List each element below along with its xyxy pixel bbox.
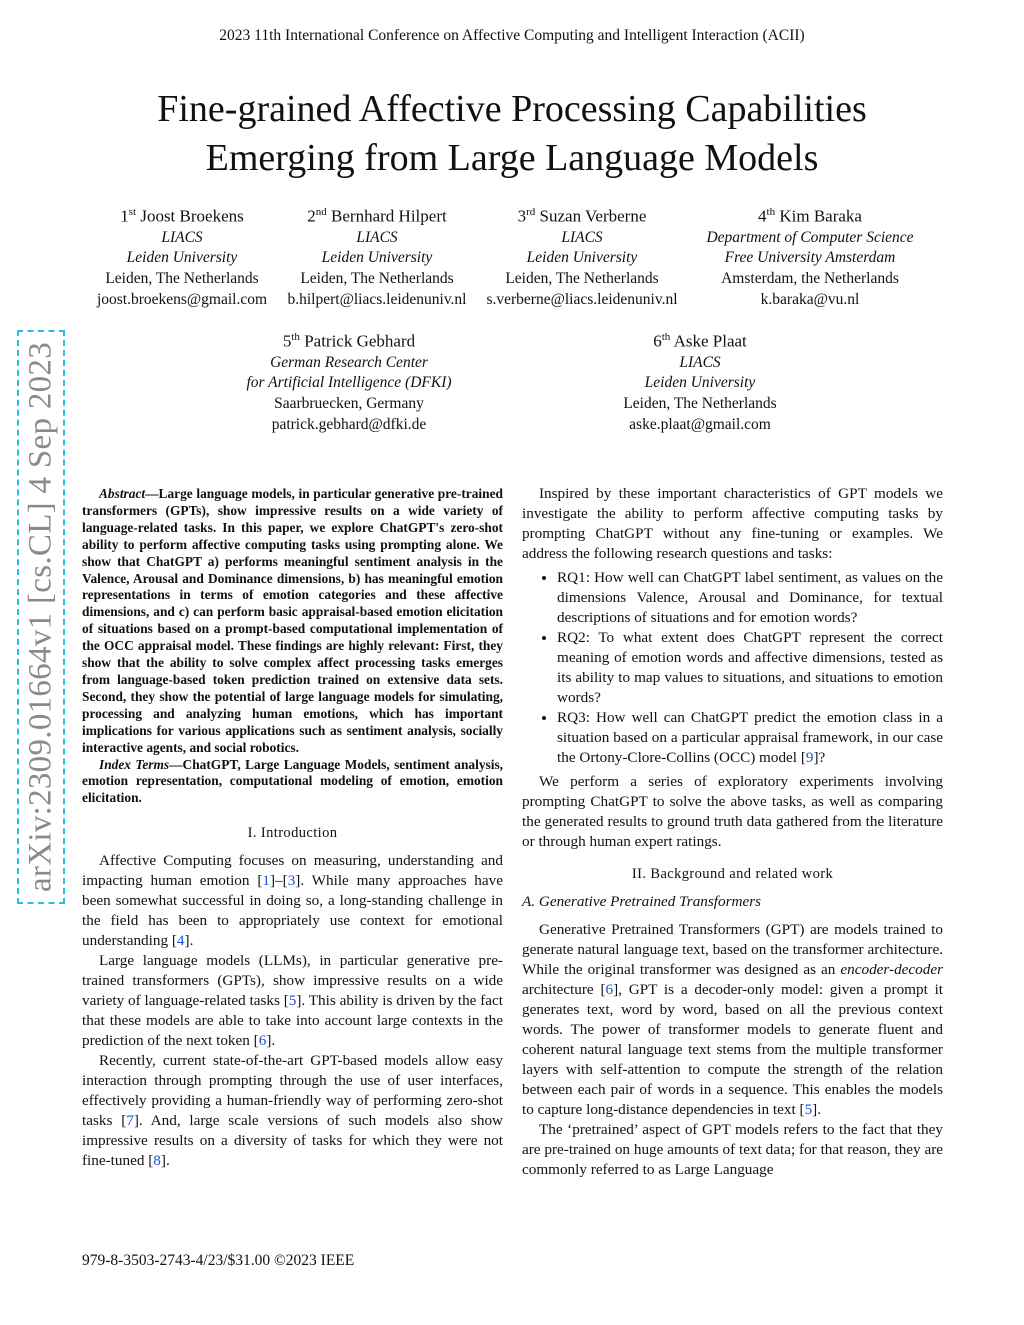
list-item: • RQ3: How well can ChatGPT predict the emotion class in a situation based on a particular appraisal framework, in our case the Ortony-Clore-Collins (OCC) model [ 9 ] ? bbox=[557, 708, 943, 768]
abstract: Abstract—Large language models, in particular generative pre-trained transformers (GPTs), show impressive results on a wide variety of language-related tasks. In this paper, we explore ChatGPT's zero-shot ability to perform affective computing tasks using prompting alone. We show that ChatGPT a) performs meaningful sentiment analysis in the Valence, Arousal and Dominance dimensions, b) has meaningful emotion representations in terms of emotion categories and these affective dimensions, and c) can perform basic appraisal-based emotion elicitation of situations based on a prompt-based computational implementation of the OCC appraisal model. These findings are highly relevant: First, they show that the ability to solve complex affect processing tasks emerges from language-based token prediction trained on extensive data sets. Second, they show the potential of large language models for simulating, processing and analyzing human emotions, which has important implications for various applications such as sentiment analysis, socially interactive agents, and social robotics. bbox=[82, 486, 503, 755]
author-email[interactable]: patrick.gebhard@dfki.de bbox=[271, 415, 427, 433]
research-questions-list bbox=[522, 568, 943, 768]
list-item: • RQ1: How well can ChatGPT label sentiment, as values on the dimensions Valence, Arousal and Dominance, for textual descriptions of situations and for emotion words? bbox=[557, 568, 943, 628]
paper-title bbox=[0, 85, 1024, 183]
citation-link[interactable]: [ 8 ] bbox=[148, 1152, 166, 1169]
intro-paragraph-1: Affective Computing focuses on measuring, understanding and impacting human emotion [ 1 ] –[ 3 ] . While many approaches have been somewhat successful in doing so, a long-standing challenge in the field has been to appropriately use context for emotional understanding [ 4 ] . bbox=[82, 851, 503, 951]
index-terms: Index Terms—ChatGPT, Large Language Models, sentiment analysis, emotion representation, computational modeling of emotion, emotion elicitation. bbox=[82, 756, 504, 806]
right-paragraph-2: We perform a series of exploratory experiments involving prompting ChatGPT to solve the above tasks, as well as comparing the generated results to ground truth data gathered from the literature or through human expert ratings. bbox=[522, 773, 943, 850]
section-heading-background: II. Background and related work bbox=[631, 866, 834, 882]
section-heading-introduction: I. Introduction bbox=[247, 825, 338, 842]
intro-paragraph-2: Large language models (LLMs), in particular generative pre-trained transformers (GPTs), show impressive results on a wide variety of language-related tasks [ 5 ] . This ability is driven by the fact that these models are able to take into account large contexts in the prediction of the next token [ 6 ] . bbox=[82, 951, 503, 1051]
author-email[interactable]: aske.plaat@gmail.com bbox=[629, 415, 771, 433]
author-email[interactable]: k.baraka@vu.nl bbox=[760, 290, 860, 308]
author-4: 4th Kim Baraka Department of Computer Science Free University Amsterdam Amsterdam, the Netherlands k.baraka@vu.nl bbox=[690, 201, 930, 310]
author-name: Bernhard Hilpert bbox=[331, 206, 447, 226]
author-1: 1st Joost Broekens LIACS Leiden University Leiden, The Netherlands joost.broekens@gmail.com bbox=[82, 201, 282, 310]
right-paragraph-4: The ‘pretrained’ aspect of GPT models refers to the fact that they are pre-trained on huge amounts of text data; for that reason, they are commonly referred to as Large Language bbox=[522, 1121, 943, 1178]
author-name: Kim Baraka bbox=[779, 206, 862, 226]
title-line-1: Fine-grained Affective Processing Capabilities bbox=[157, 88, 867, 130]
author-email[interactable]: joost.broekens@gmail.com bbox=[96, 290, 268, 308]
subsection-heading: A. Generative Pretrained Transformers bbox=[522, 893, 762, 910]
right-paragraph-3: Generative Pretrained Transformers (GPT) are models trained to generate natural language text, based on the transformer architecture. While the original transformer was designed as an encoder-decoder architecture [ 6 ] , GPT is a decoder-only model: given a prompt it generates text, word by word, based on all the previous context words. The power of transformer models to generate fluent and coherent natural language text stems from the multiple transformer layers with self-attention to compute the strength of the relation between each pair of words in a sequence. This enables the models to capture long-distance dependencies in text [ 5 ] . bbox=[522, 920, 943, 1120]
author-2: 2nd Bernhard Hilpert LIACS Leiden University Leiden, The Netherlands b.hilpert@liacs.leidenuniv.nl bbox=[277, 201, 477, 310]
citation-link[interactable]: [ 5 ] bbox=[800, 1101, 818, 1118]
conference-header: 2023 11th International Conference on Affective Computing and Intelligent Interaction (ACII) bbox=[219, 27, 805, 44]
author-name: Aske Plaat bbox=[673, 331, 747, 351]
author-email[interactable]: s.verberne@liacs.leidenuniv.nl bbox=[486, 290, 678, 308]
left-column bbox=[82, 486, 503, 1171]
copyright-footer: 979-8-3503-2743-4/23/$31.00 ©2023 IEEE bbox=[82, 1252, 355, 1269]
citation-link[interactable]: [ 4 ] bbox=[172, 932, 190, 949]
author-6: 6th Aske Plaat LIACS Leiden University Leiden, The Netherlands aske.plaat@gmail.com bbox=[600, 326, 800, 435]
author-name: Suzan Verberne bbox=[539, 206, 647, 226]
author-3: 3rd Suzan Verberne LIACS Leiden University Leiden, The Netherlands s.verberne@liacs.leidenuniv.nl bbox=[482, 201, 682, 310]
author-name: Patrick Gebhard bbox=[304, 331, 416, 351]
citation-link[interactable]: [ 6 ] bbox=[600, 981, 618, 998]
citation-link[interactable]: [ 9 ] bbox=[801, 749, 819, 766]
title-line-2: Emerging from Large Language Models bbox=[205, 137, 819, 179]
author-email[interactable]: b.hilpert@liacs.leidenuniv.nl bbox=[287, 290, 467, 308]
author-5: 5th Patrick Gebhard German Research Center for Artificial Intelligence (DFKI) Saarbruecken, Germany patrick.gebhard@dfki.de bbox=[229, 326, 469, 435]
author-name: Joost Broekens bbox=[140, 206, 244, 226]
list-item: • RQ2: To what extent does ChatGPT represent the correct meaning of emotion words and affective dimensions, tested as its ability to map values to situations, and situations to emotion words? bbox=[557, 628, 943, 708]
arxiv-stamp-text: arXiv:2309.01664v1 [cs.CL] 4 Sep 2023 bbox=[22, 341, 59, 893]
intro-paragraph-3: Recently, current state-of-the-art GPT-based models allow easy interaction through prompting through the use of user interfaces, effectively providing a human-friendly way of performing zero-shot tasks [ 7 ] . And, large scale versions of such models also show impressive results on a diversity of tasks for which they were not fine-tuned [ 8 ] . bbox=[82, 1051, 503, 1171]
right-column bbox=[522, 484, 943, 1180]
citation-link[interactable]: [ 7 ] bbox=[121, 1112, 139, 1129]
citation-link[interactable]: [ 6 ] bbox=[254, 1032, 272, 1049]
citation-link[interactable]: [ 5 ] bbox=[284, 992, 302, 1009]
arxiv-stamp[interactable] bbox=[17, 330, 65, 904]
right-paragraph-1: Inspired by these important characteristics of GPT models we investigate the ability to perform affective computing tasks by prompting ChatGPT without any fine-tuning or examples. We address the following research questions and tasks: bbox=[522, 485, 943, 562]
citation-link[interactable]: [ 1 ] bbox=[257, 872, 275, 889]
citation-link[interactable]: [ 3 ] bbox=[283, 872, 301, 889]
